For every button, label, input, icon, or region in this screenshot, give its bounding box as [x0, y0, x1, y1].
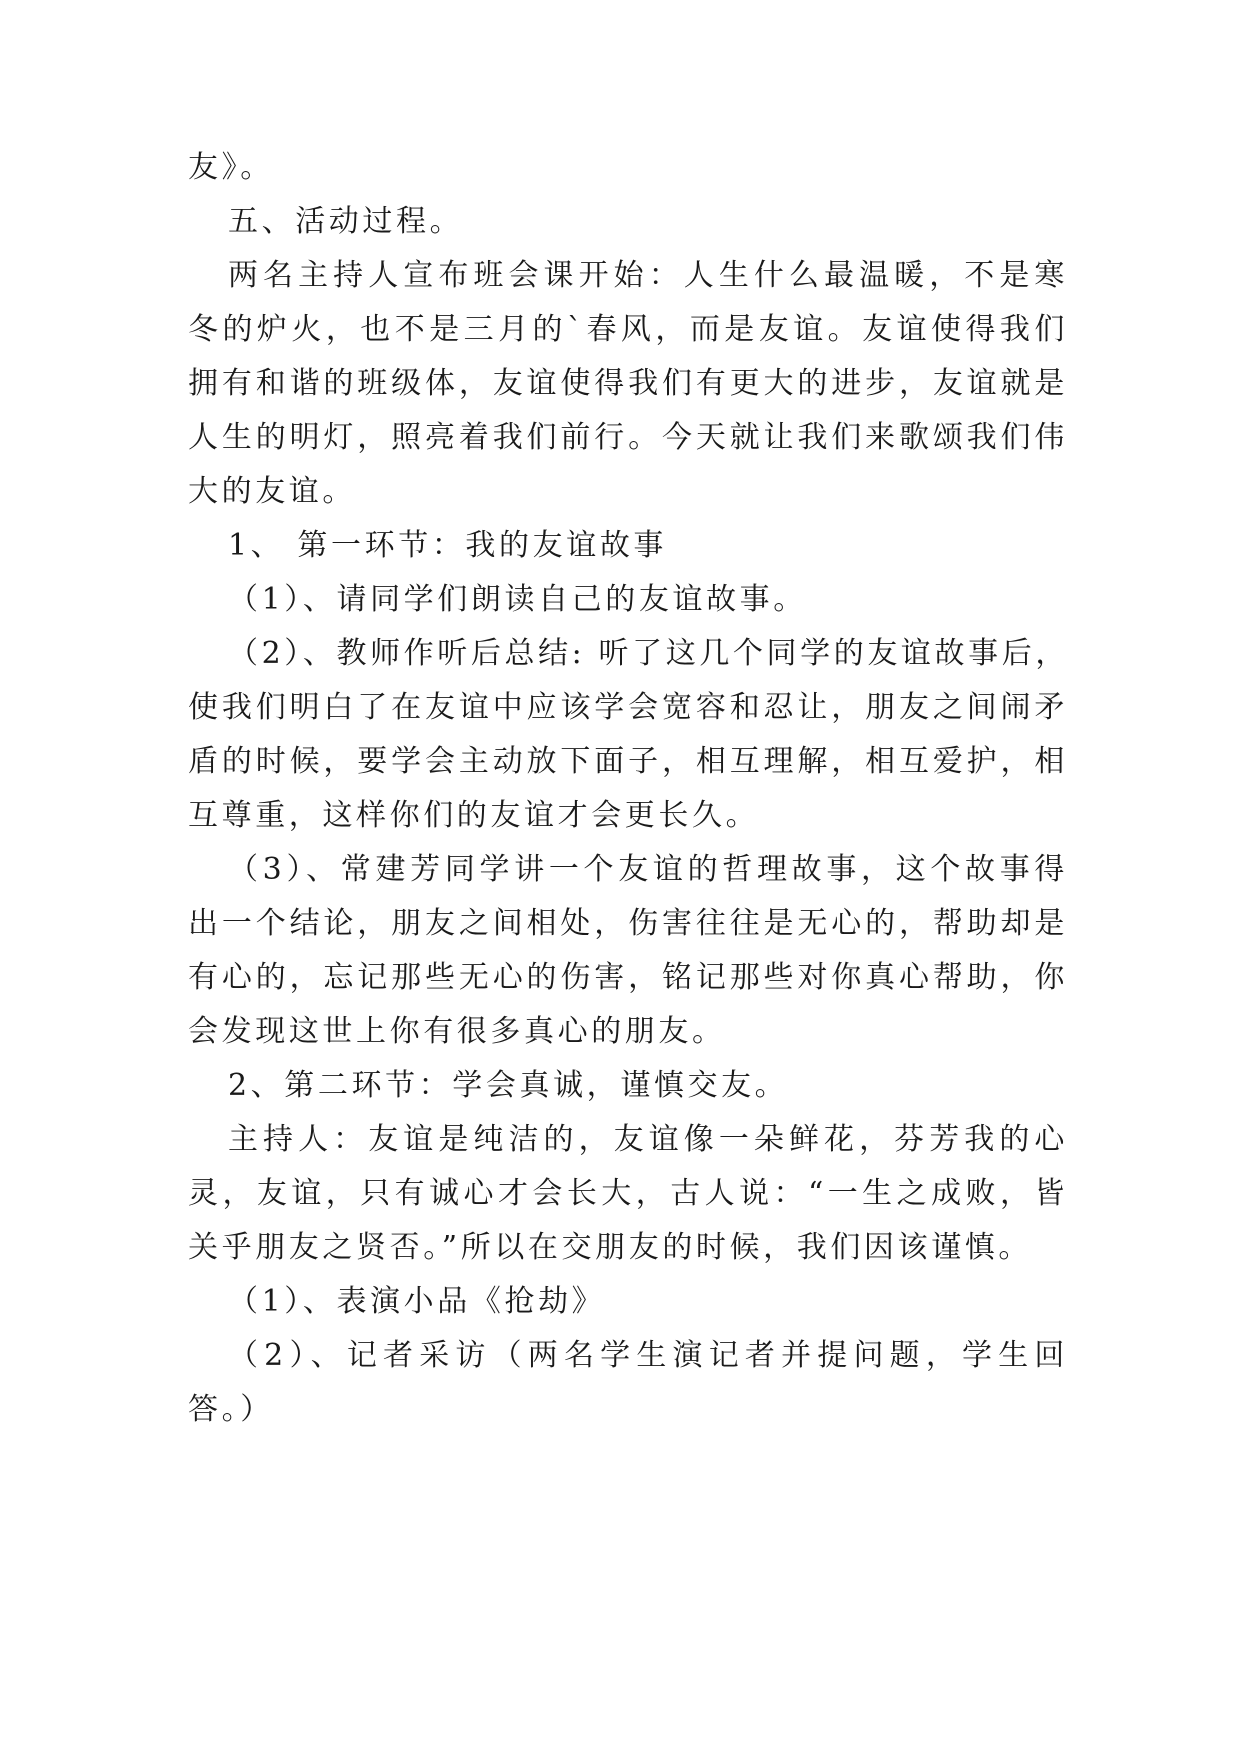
- text-line: 盾的时候，要学会主动放下面子，相互理解，相互爱护，相: [188, 744, 1068, 779]
- text-line: 大的友谊。: [188, 474, 356, 509]
- text-line: 拥有和谐的班级体，友谊使得我们有更大的进步，友谊就是: [188, 366, 1068, 401]
- text-line: 互尊重，这样你们的友谊才会更长久。: [188, 798, 760, 833]
- text-line: 友》。: [188, 150, 274, 185]
- text-line: （3）、常建芳同学讲一个友谊的哲理故事，这个故事得: [228, 852, 1068, 887]
- text-line: 冬的炉火，也不是三月的`春风，而是友谊。友谊使得我们: [188, 312, 1068, 347]
- text-line: 出一个结论，朋友之间相处，伤害往往是无心的，帮助却是: [188, 906, 1068, 941]
- section-heading: 2、第二环节：学会真诚，谨慎交友。: [228, 1068, 789, 1103]
- section-heading: 1、 第一环节：我的友谊故事: [228, 528, 668, 563]
- text-line: 人生的明灯，照亮着我们前行。今天就让我们来歌颂我们伟: [188, 420, 1068, 455]
- text-line: 关乎朋友之贤否。”所以在交朋友的时候，我们因该谨慎。: [188, 1230, 1032, 1265]
- text-line: 使我们明白了在友谊中应该学会宽容和忍让，朋友之间闹矛: [188, 690, 1068, 725]
- text-line: （2）、教师作听后总结: 听了这几个同学的友谊故事后，: [228, 636, 1069, 671]
- text-line: （1）、请同学们朗读自己的友谊故事。: [228, 582, 807, 617]
- text-line: 两名主持人宣布班会课开始：人生什么最温暖，不是寒: [228, 258, 1068, 293]
- text-line: 会发现这世上你有很多真心的朋友。: [188, 1014, 726, 1049]
- text-line: 灵，友谊，只有诚心才会长大，古人说：“一生之成败，皆: [188, 1176, 1068, 1211]
- text-line: （2）、记者采访（两名学生演记者并提问题，学生回: [228, 1338, 1068, 1373]
- section-heading: 五、活动过程。: [228, 204, 464, 239]
- text-line: 答。）: [188, 1392, 274, 1427]
- text-line: （1）、表演小品《抢劫》: [228, 1284, 606, 1319]
- text-line: 有心的，忘记那些无心的伤害，铭记那些对你真心帮助，你: [188, 960, 1068, 995]
- text-line: 主持人：友谊是纯洁的，友谊像一朵鲜花，芬芳我的心: [228, 1122, 1068, 1157]
